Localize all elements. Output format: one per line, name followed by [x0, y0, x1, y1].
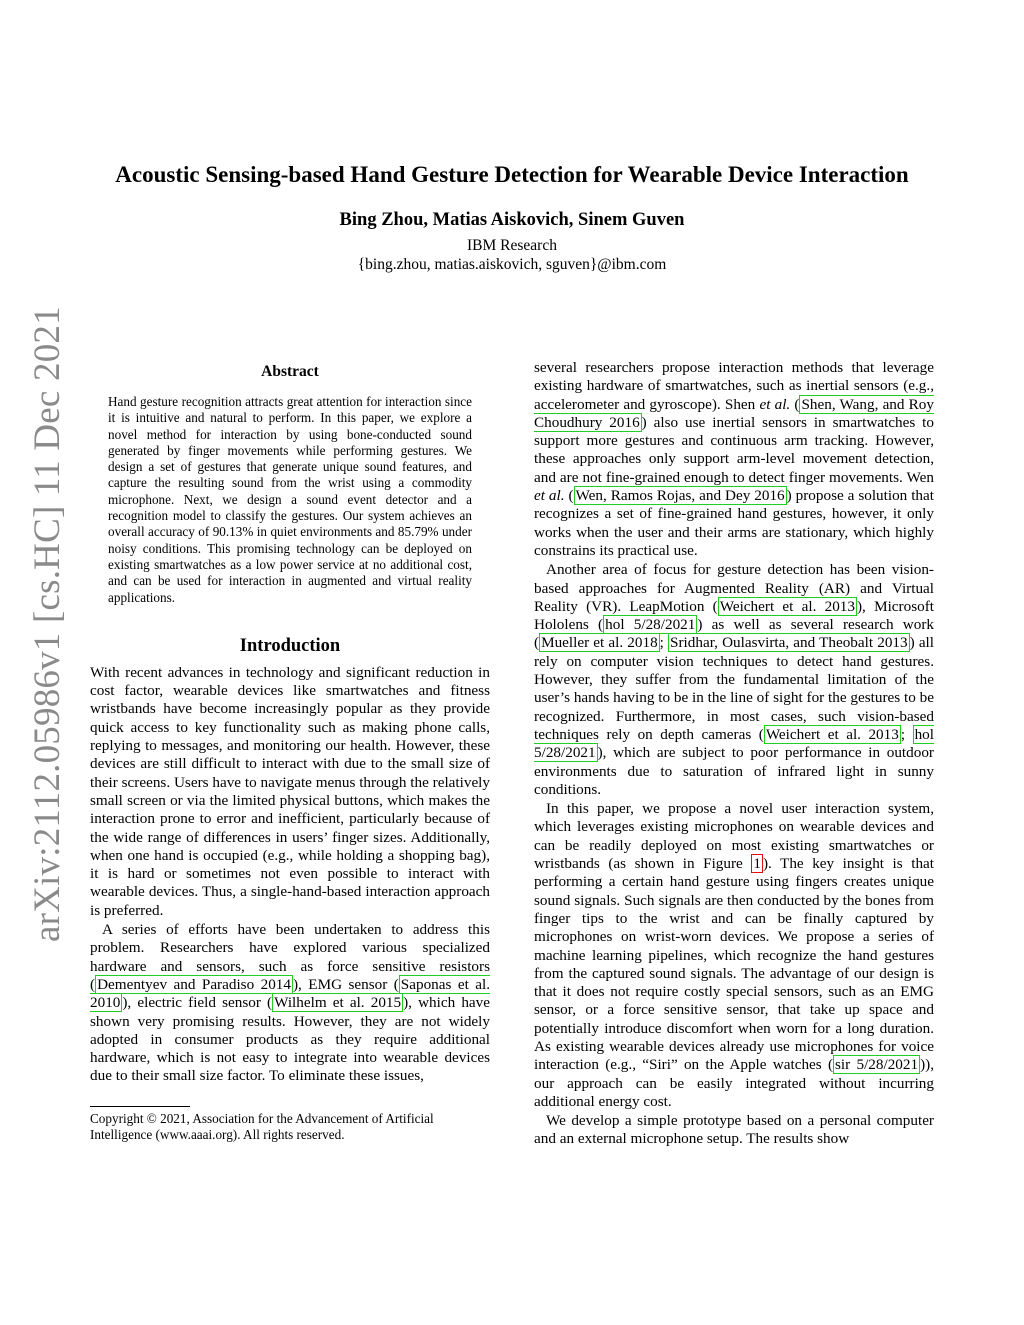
intro-paragraph-4: Another area of focus for gesture detection has been vision-based approaches for Augmented Reality (AR) and Virtual Reality (VR). LeapMotion ( Weichert et al. 2013 ), Microsoft Hololens ( hol 5/28/2021 ) as well as several research work ( Mueller et al. 2018 ; Sridhar, Oulasvirta, and Theobalt 2013 ) all rely on computer vision techniques to detect hand gestures. However, they suffer from the fundamental limitation of the user’s hands having to be in the line of sight for the gestures to be recognized. Furthermore, in most cases, such vision-based techniques rely on depth cameras ( Weichert et al. 2013 ; hol 5/28/2021 ), which are subject to poor performance in outdoor environments due to saturation of infrared light in sunny conditions. [534, 561, 934, 798]
intro-paragraph-5: In this paper, we propose a novel user interaction system, which leverages existing microphones on wearable devices and can be readily deployed on most existing smartwatches or wristbands (as shown in Figure 1 ). The key insight is that performing a certain hand gesture using fingers creates unique sound signals. Such signals are then conducted by the bones from finger tips to the wrist and can be finally captured by microphones on wrist-worn devices. We propose a series of machine learning pipelines, which recognize the hand gestures from the captured sound signals. The advantage of our design is that it does not require costly special sensors, such as an EMG sensor, or a force sensitive sensor, that take up space and potentially introduce discomfort when worn for a long duration. As existing wearable devices already use microphones for voice interaction (e.g., “Siri” on the Apple watches ( sir 5/28/2021 )), our approach can be easily integrated without incurring additional energy cost. [534, 800, 934, 1110]
arxiv-stamp: arXiv:2112.05986v1 [cs.HC] 11 Dec 2021 [27, 306, 68, 942]
abstract-heading: Abstract [261, 363, 319, 380]
citation-link[interactable]: Wen, Ramos Rojas, and Dey 2016 [575, 487, 785, 505]
citation-link[interactable]: Shen, Wang, and Roy Choudhury 2016 [534, 395, 934, 431]
citation-link[interactable]: Mueller et al. 2018 [541, 634, 658, 652]
abstract-text: Hand gesture recognition attracts great attention for interaction since it is intuitive and natural to perform. In this paper, we explore a novel method for interaction by using bone-conducted sound generated by finger movements while performing gestures. We design a set of gestures that generate unique sound features, and capture the resulting sound from the wrist using a commodity microphone. Next, we design a sound event detector and a recognition model to classify the gestures. Our system achieves an overall accuracy of 90.13% in quiet environments and 85.79% under noisy conditions. This promising technology can be deployed on existing smartwatches as a low power service at no additional cost, and can be used for interaction in augmented and virtual reality applications. [108, 394, 472, 605]
affiliation: IBM Research [467, 237, 557, 254]
copyright-footnote: Copyright © 2021, Association for the Advancement of Artificial Intelligence (www.aaai.org). All rights reserved. [90, 1110, 434, 1143]
citation-link[interactable]: sir 5/28/2021 [835, 1056, 919, 1074]
author-emails: {bing.zhou, matias.aiskovich, sguven}@ibm.com [357, 256, 667, 273]
citation-link[interactable]: Wilhelm et al. 2015 [274, 994, 402, 1012]
right-column [534, 359, 934, 1149]
authors: Bing Zhou, Matias Aiskovich, Sinem Guven [339, 210, 685, 230]
intro-paragraph-1: With recent advances in technology and significant reduction in cost factor, wearable devices like smartwatches and fitness wristbands have become increasingly popular as they provide quick access to key functionality such as making phone calls, replying to messages, and monitoring our health. However, these devices are still difficult to interact with due to the small size of their screens. Users have to navigate menus through the relatively small screen or via the limited physical buttons, which makes the interaction prone to error and inefficient, particularly because of the wide range of differences in users’ finger sizes. Additionally, when one hand is occupied (e.g., while holding a shopping bag), it is hard or sometimes not even possible to interact with wearable devices. Thus, a single-hand-based interaction approach is preferred. [90, 663, 490, 919]
citation-link[interactable]: hol 5/28/2021 [534, 725, 934, 762]
left-column [90, 362, 490, 1144]
citation-link[interactable]: Weichert et al. 2013 [765, 725, 899, 743]
intro-paragraph-2: A series of efforts have been undertaken to address this problem. Researchers have explored various specialized hardware and sensors, such as force sensitive resistors ( Dementyev and Paradiso 2014 ), EMG sensor ( Saponas et al. 2010 ), electric field sensor ( Wilhelm et al. 2015 ), which have shown very promising results. However, they are not widely adopted in consumer products as they require additional hardware, which is not easy to integrate into wearable devices due to their small size factor. To eliminate these issues, [90, 921, 490, 1085]
introduction-heading: Introduction [239, 635, 341, 656]
citation-link[interactable]: Saponas et al. 2010 [90, 975, 490, 1012]
citation-link[interactable]: hol 5/28/2021 [605, 616, 696, 634]
figure-reference-link[interactable]: 1 [753, 855, 761, 873]
citation-link[interactable]: Sridhar, Oulasvirta, and Theobalt 2013 [670, 634, 908, 652]
intro-paragraph-6: We develop a simple prototype based on a personal computer and an external microphone setup. The results show [534, 1112, 934, 1148]
citation-link[interactable]: Weichert et al. 2013 [719, 597, 855, 615]
paper-title: Acoustic Sensing-based Hand Gesture Detection for Wearable Device Interaction [115, 162, 909, 187]
citation-link[interactable]: Dementyev and Paradiso 2014 [97, 975, 291, 993]
intro-paragraph-3: several researchers propose interaction methods that leverage existing hardware of smartwatches, such as inertial sensors (e.g., accelerometer and gyroscope). Shen et al. ( Shen, Wang, and Roy Choudhury 2016 ) also use inertial sensors in smartwatches to support more gestures and continuous arm tracking. However, these approaches only support arm-level movement detection, and are not fine-grained enough to detect finger movements. Wen et al. ( Wen, Ramos Rojas, and Dey 2016 ) propose a solution that recognizes a set of fine-grained hand gestures, however, it only works when the user and their arms are stationary, which highly constrains its practical use. [534, 359, 934, 559]
footnote-rule [90, 1106, 190, 1107]
